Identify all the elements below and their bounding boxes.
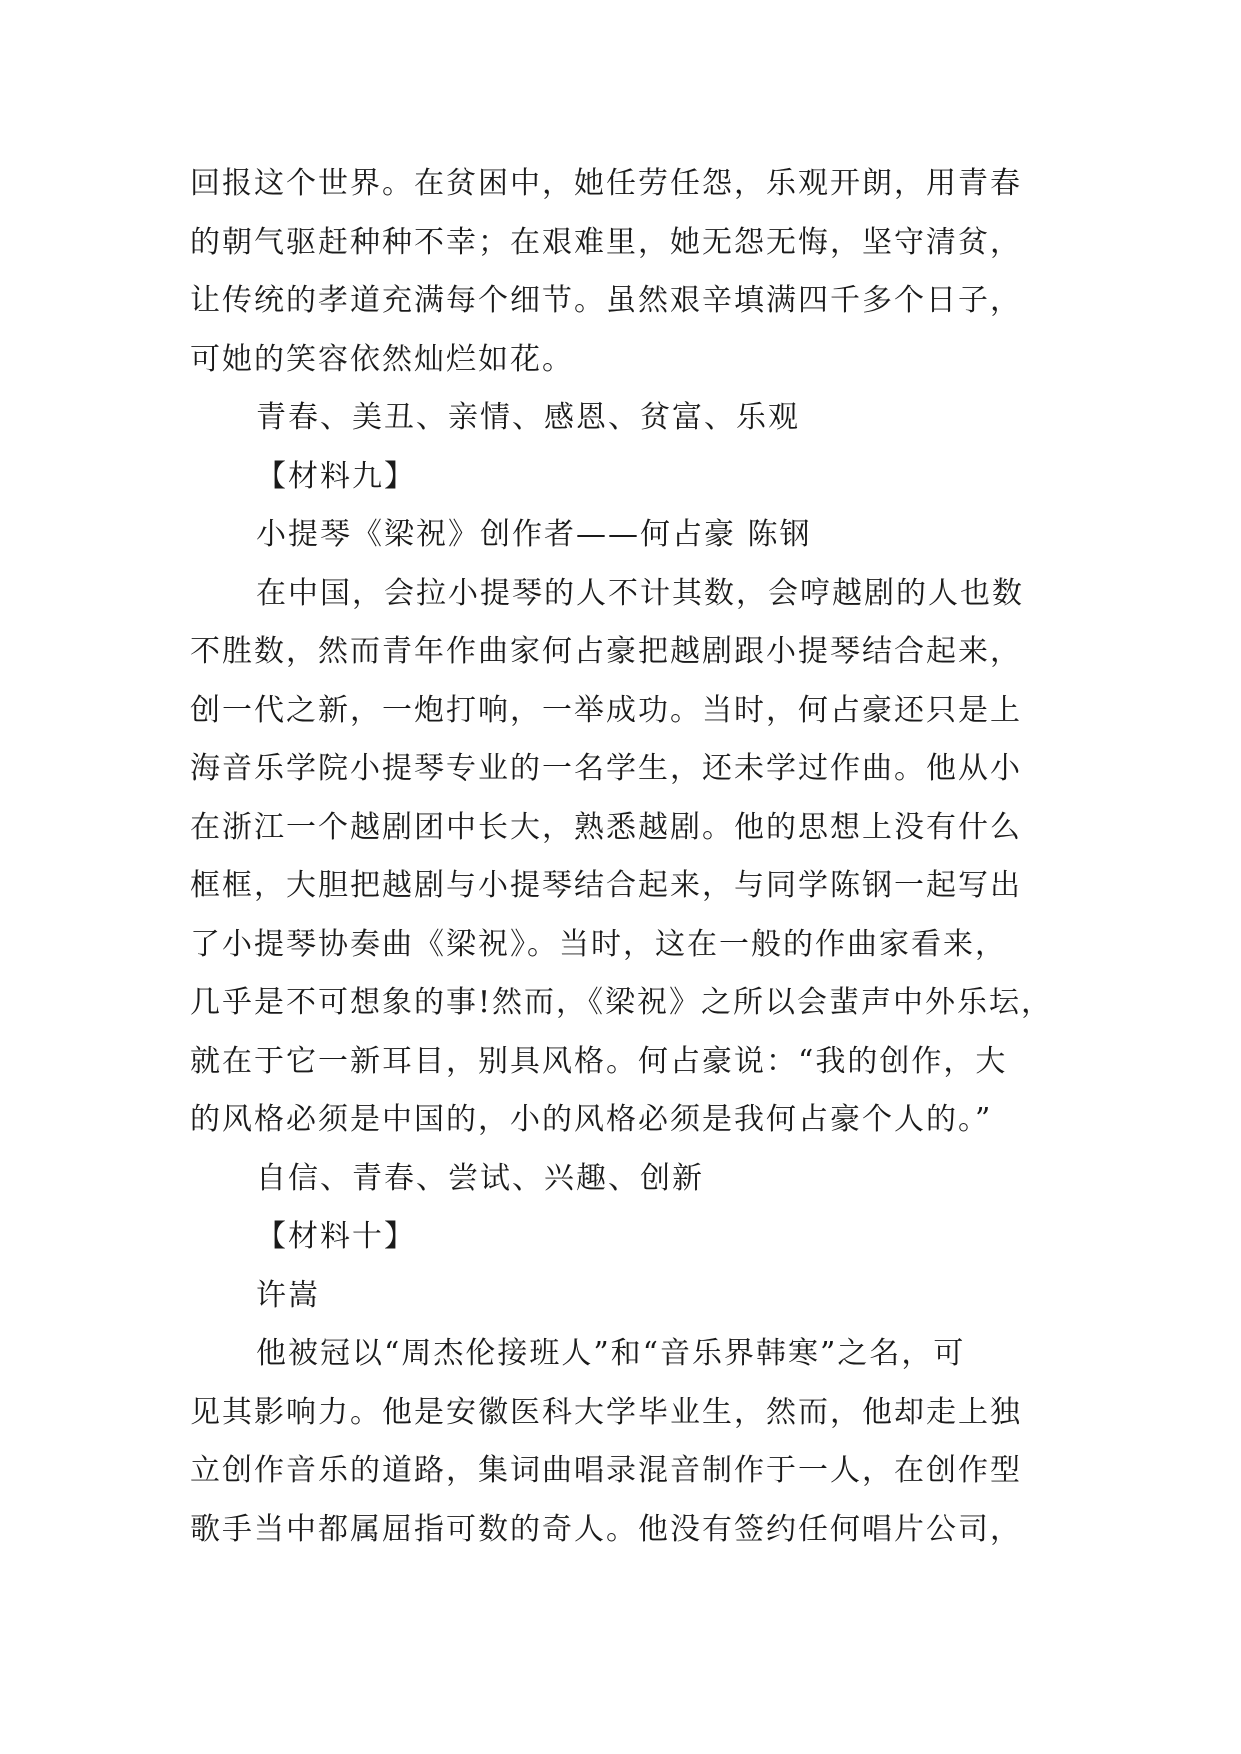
text-line: 几乎是不可想象的事!然而，《梁祝》之所以会蜚声中外乐坛， bbox=[190, 985, 1054, 1020]
text-line: 歌手当中都属屈指可数的奇人。他没有签约任何唱片公司， bbox=[190, 1511, 1022, 1547]
text-line: 海音乐学院小提琴专业的一名学生，还未学过作曲。他从小 bbox=[190, 751, 1022, 786]
text-line: 【材料九】 bbox=[256, 458, 416, 494]
text-line: 见其影响力。他是安徽医科大学毕业生，然而，他却走上独 bbox=[190, 1394, 1022, 1430]
text-line: 了小提琴协奏曲《梁祝》。当时，这在一般的作曲家看来， bbox=[190, 926, 1007, 962]
text-line: 自信、青春、尝试、兴趣、创新 bbox=[256, 1160, 704, 1196]
text-line: 许嵩 bbox=[256, 1277, 320, 1313]
text-line: 就在于它一新耳目，别具风格。何占豪说：“我的创作，大 bbox=[190, 1043, 1008, 1079]
text-line: 小提琴《梁祝》创作者——何占豪 陈钢 bbox=[256, 517, 812, 552]
text-line: 可她的笑容依然灿烂如花。 bbox=[190, 341, 574, 377]
text-line: 框框，大胆把越剧与小提琴结合起来，与同学陈钢一起写出 bbox=[190, 868, 1022, 903]
text-line: 创一代之新，一炮打响，一举成功。当时，何占豪还只是上 bbox=[190, 692, 1022, 728]
text-line: 在中国，会拉小提琴的人不计其数，会哼越剧的人也数 bbox=[256, 575, 1024, 611]
text-line: 回报这个世界。在贫困中，她任劳任怨，乐观开朗，用青春 bbox=[190, 166, 1022, 201]
text-line: 的风格必须是中国的，小的风格必须是我何占豪个人的。” bbox=[190, 1102, 993, 1137]
text-line: 立创作音乐的道路，集词曲唱录混音制作于一人，在创作型 bbox=[190, 1453, 1022, 1488]
document-body bbox=[190, 155, 1070, 1559]
text-line: 不胜数，然而青年作曲家何占豪把越剧跟小提琴结合起来， bbox=[190, 634, 1022, 669]
text-line: 他被冠以“周杰伦接班人”和“音乐界韩寒”之名，可 bbox=[256, 1336, 966, 1371]
text-line: 【材料十】 bbox=[256, 1219, 416, 1254]
text-line: 在浙江一个越剧团中长大，熟悉越剧。他的思想上没有什么 bbox=[190, 809, 1022, 845]
text-line: 的朝气驱赶种种不幸；在艰难里，她无怨无悔，坚守清贫， bbox=[190, 224, 1022, 260]
text-line: 让传统的孝道充满每个细节。虽然艰辛填满四千多个日子， bbox=[190, 283, 1022, 318]
text-line: 青春、美丑、亲情、感恩、贫富、乐观 bbox=[256, 400, 800, 435]
